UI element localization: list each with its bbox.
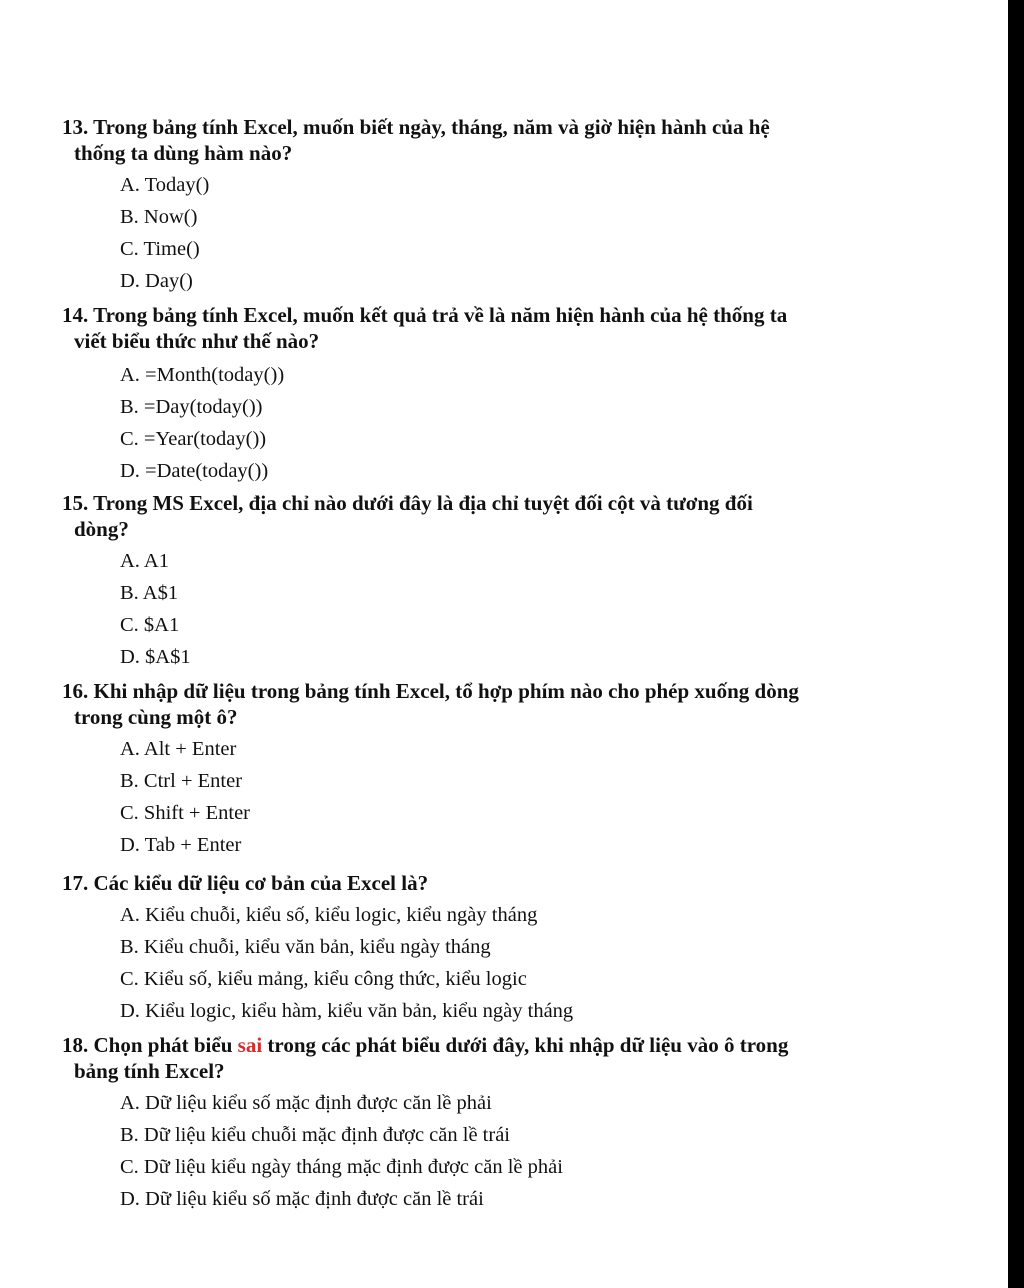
question-18-option-b: B. Dữ liệu kiểu chuỗi mặc định được căn lề trái xyxy=(120,1124,510,1146)
question-13-text: Trong bảng tính Excel, muốn biết ngày, tháng, năm và giờ hiện hành của hệ xyxy=(93,115,770,139)
question-18-text-pre: Chọn phát biểu xyxy=(93,1033,233,1057)
question-16-number: 16. xyxy=(62,679,89,703)
question-14-option-d: D. =Date(today()) xyxy=(120,460,269,482)
right-edge-bar xyxy=(1008,0,1024,1288)
question-14-number: 14. xyxy=(62,303,89,327)
question-18-text-post: trong các phát biểu dưới đây, khi nhập dữ liệu vào ô trong xyxy=(267,1033,789,1057)
question-13-line-2: thống ta dùng hàm nào? xyxy=(74,141,293,165)
question-18 xyxy=(0,1032,1000,1215)
question-18-option-c: C. Dữ liệu kiểu ngày tháng mặc định được căn lề phải xyxy=(120,1156,563,1178)
question-15-option-d: D. $A$1 xyxy=(120,646,191,668)
question-17-option-b: B. Kiểu chuỗi, kiểu văn bản, kiểu ngày tháng xyxy=(120,936,491,958)
question-13-option-a: A. Today() xyxy=(120,174,210,196)
question-18-line-1 xyxy=(0,1032,1000,1058)
question-18-line-2: bảng tính Excel? xyxy=(74,1059,225,1083)
question-15-line-2: dòng? xyxy=(74,517,129,541)
question-16-text: Khi nhập dữ liệu trong bảng tính Excel, tổ hợp phím nào cho phép xuống dòng xyxy=(93,679,799,703)
question-16-option-b: B. Ctrl + Enter xyxy=(120,770,243,792)
question-15 xyxy=(0,490,1000,673)
question-17 xyxy=(0,868,1000,1027)
question-14 xyxy=(0,302,1000,487)
question-14-text: Trong bảng tính Excel, muốn kết quả trả về là năm hiện hành của hệ thống ta xyxy=(93,303,788,327)
question-14-option-b: B. =Day(today()) xyxy=(120,396,263,418)
question-14-option-a: A. =Month(today()) xyxy=(120,364,285,386)
question-16-line-2: trong cùng một ô? xyxy=(74,705,238,729)
question-13 xyxy=(0,114,1000,297)
question-13-option-b: B. Now() xyxy=(120,206,198,228)
question-13-option-c: C. Time() xyxy=(120,238,200,260)
question-16 xyxy=(0,678,1000,861)
question-15-option-b: B. A$1 xyxy=(120,582,179,604)
question-17-number: 17. xyxy=(62,871,89,895)
question-13-line-1 xyxy=(0,114,1000,140)
question-15-number: 15. xyxy=(62,491,89,515)
question-14-line-2: viết biểu thức như thế nào? xyxy=(74,329,320,353)
question-15-text: Trong MS Excel, địa chỉ nào dưới đây là địa chỉ tuyệt đối cột và tương đối xyxy=(93,491,753,515)
question-15-option-a: A. A1 xyxy=(120,550,169,572)
question-18-option-d: D. Dữ liệu kiểu số mặc định được căn lề trái xyxy=(120,1188,484,1210)
question-16-line-1 xyxy=(0,678,1000,704)
question-18-option-a: A. Dữ liệu kiểu số mặc định được căn lề phải xyxy=(120,1092,492,1114)
question-16-option-a: A. Alt + Enter xyxy=(120,738,237,760)
question-16-option-c: C. Shift + Enter xyxy=(120,802,250,824)
question-14-line-1 xyxy=(0,302,1000,328)
question-13-number: 13. xyxy=(62,115,89,139)
question-16-option-d: D. Tab + Enter xyxy=(120,834,242,856)
question-15-option-c: C. $A1 xyxy=(120,614,180,636)
question-17-option-d: D. Kiểu logic, kiểu hàm, kiểu văn bản, kiểu ngày tháng xyxy=(120,1000,574,1022)
question-18-emphasis-word: sai xyxy=(237,1033,263,1057)
question-17-option-a: A. Kiểu chuỗi, kiểu số, kiểu logic, kiểu ngày tháng xyxy=(120,904,538,926)
question-15-line-1 xyxy=(0,490,1000,516)
question-17-line-1 xyxy=(0,868,1000,898)
question-17-text: Các kiểu dữ liệu cơ bản của Excel là? xyxy=(93,871,429,895)
question-17-option-c: C. Kiểu số, kiểu mảng, kiểu công thức, kiểu logic xyxy=(120,968,527,990)
question-18-number: 18. xyxy=(62,1033,89,1057)
question-14-option-c: C. =Year(today()) xyxy=(120,428,267,450)
question-13-option-d: D. Day() xyxy=(120,270,193,292)
